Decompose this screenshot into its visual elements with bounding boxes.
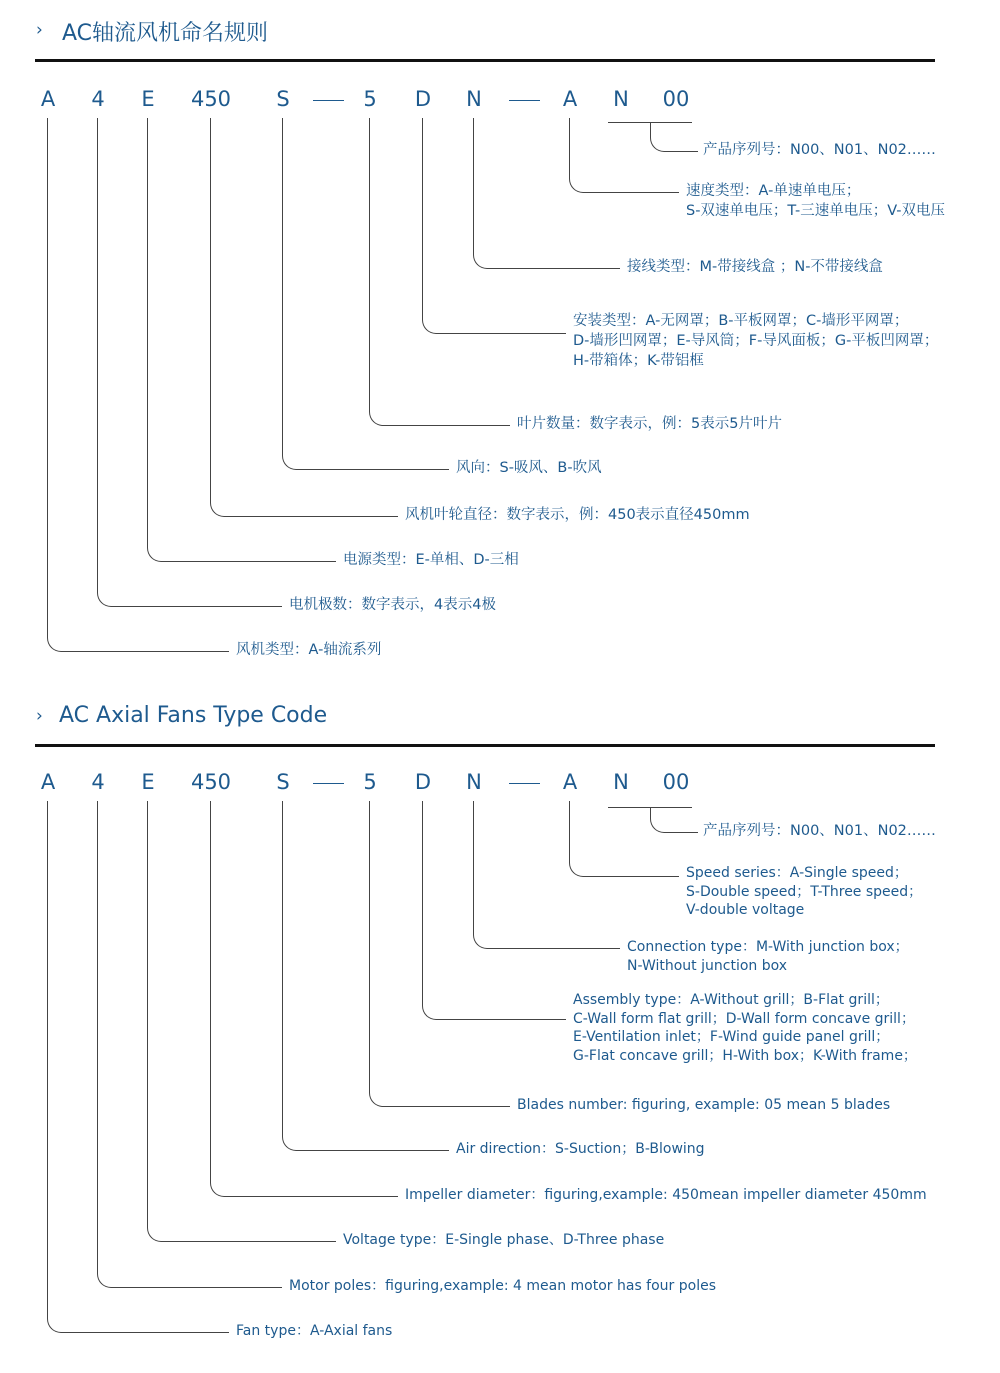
section-title-zh: AC轴流风机命名规则 — [62, 21, 269, 46]
label-install — [573, 991, 917, 1065]
label-line: Speed series：A-Single speed； — [686, 865, 908, 881]
label-line: 风机叶轮直径：数字表示，例：450表示直径450mm — [405, 507, 750, 523]
code-char-7: N — [466, 87, 482, 111]
label-line: 安装类型：A-无网罩；B-平板网罩；C-墙形平网罩； — [573, 313, 909, 329]
label-line: V-double voltage — [686, 902, 805, 918]
label-line: Connection type：M-With junction box； — [627, 939, 909, 955]
label-speed — [686, 181, 945, 221]
label-power — [343, 1231, 664, 1250]
code-char-6: D — [414, 770, 432, 794]
label-line: 产品序列号：N00、N01、N02…… — [703, 823, 936, 839]
label-diameter — [405, 1186, 927, 1205]
label-poles — [289, 595, 496, 615]
label-line: H-带箱体；K-带铝框 — [573, 353, 704, 369]
label-power — [343, 550, 519, 570]
naming-rules-en — [0, 680, 1000, 1373]
label-line: 电源类型：E-单相、D-三相 — [343, 552, 519, 568]
code-char-7: N — [466, 770, 482, 794]
code-char-4: S — [276, 87, 290, 111]
code-char-2: E — [141, 87, 155, 111]
code-char-6: D — [414, 87, 432, 111]
code-char-2: E — [141, 770, 155, 794]
label-line: 电机极数：数字表示，4表示4极 — [289, 597, 496, 613]
section-title-en: AC Axial Fans Type Code — [59, 703, 328, 728]
label-line: Motor poles：figuring,example: 4 mean motor has four poles — [289, 1277, 717, 1294]
label-serial — [703, 140, 936, 160]
label-install — [573, 311, 938, 371]
label-poles — [289, 1277, 716, 1296]
label-line: 速度类型：A-单速单电压； — [686, 183, 861, 199]
label-line: Voltage type：E-Single phase、D-Three phase — [343, 1231, 665, 1248]
label-line: Assembly type：A-Without grill；B-Flat grill； — [573, 992, 889, 1008]
label-line: E-Ventilation inlet；F-Wind guide panel grill； — [573, 1029, 890, 1045]
label-line: D-墙形凹网罩；E-导风筒；F-导风面板；G-平板凹网罩； — [573, 333, 939, 349]
label-line: Blades number: figuring, example: 05 mean 5 blades — [517, 1096, 891, 1113]
label-line: G-Flat concave grill；H-With box；K-With frame； — [573, 1047, 917, 1064]
code-char-10: 00 — [662, 87, 690, 111]
label-blades — [517, 1096, 890, 1115]
label-blades — [517, 414, 782, 434]
label-line: 叶片数量：数字表示，例：5表示5片叶片 — [517, 416, 782, 432]
code-char-8: A — [562, 770, 578, 794]
label-line: 风机类型：A-轴流系列 — [236, 642, 382, 658]
code-char-4: S — [276, 770, 290, 794]
connector-fantype — [47, 118, 229, 652]
label-line: C-Wall form flat grill；D-Wall form concave grill； — [573, 1010, 915, 1027]
code-char-0: A — [40, 87, 56, 111]
label-serial — [703, 821, 936, 841]
code-char-5: 5 — [363, 87, 377, 111]
label-speed — [686, 864, 922, 920]
title-divider — [35, 744, 935, 747]
label-diameter — [405, 505, 750, 525]
label-fantype — [236, 1322, 392, 1341]
title-divider — [35, 59, 935, 62]
label-line: 产品序列号：N00、N01、N02…… — [703, 142, 936, 158]
code-char-9: N — [613, 770, 629, 794]
code-char-5: 5 — [363, 770, 377, 794]
naming-rules-zh — [0, 0, 1000, 680]
code-char-8: A — [562, 87, 578, 111]
code-char-3: 450 — [190, 87, 232, 111]
chevron-right-icon: › — [36, 20, 43, 40]
label-line: 风向：S-吸风、B-吹风 — [456, 460, 602, 476]
connector-fantype — [47, 801, 229, 1333]
code-char-0: A — [40, 770, 56, 794]
code-char-1: 4 — [91, 770, 105, 794]
label-line: Impeller diameter：figuring,example: 450mean impeller diameter 450mm — [405, 1186, 927, 1203]
code-dash — [509, 100, 540, 101]
label-line: Fan type：A-Axial fans — [236, 1322, 393, 1339]
code-char-10: 00 — [662, 770, 690, 794]
label-fantype — [236, 640, 381, 660]
code-char-1: 4 — [91, 87, 105, 111]
label-wiring — [627, 938, 909, 975]
code-dash — [509, 783, 540, 784]
label-wiring — [627, 257, 883, 277]
label-line: 接线类型：M-带接线盒 ；N-不带接线盒 — [627, 259, 883, 275]
label-wind — [456, 458, 602, 478]
label-wind — [456, 1140, 705, 1159]
code-dash — [313, 100, 344, 101]
code-dash — [313, 783, 344, 784]
label-line: N-Without junction box — [627, 957, 788, 974]
code-char-3: 450 — [190, 770, 232, 794]
chevron-right-icon: › — [36, 706, 43, 726]
label-line: Air direction：S-Suction；B-Blowing — [456, 1140, 705, 1157]
label-line: S-双速单电压；T-三速单电压；V-双电压 — [686, 203, 945, 219]
label-line: S-Double speed；T-Three speed； — [686, 883, 923, 900]
code-char-9: N — [613, 87, 629, 111]
